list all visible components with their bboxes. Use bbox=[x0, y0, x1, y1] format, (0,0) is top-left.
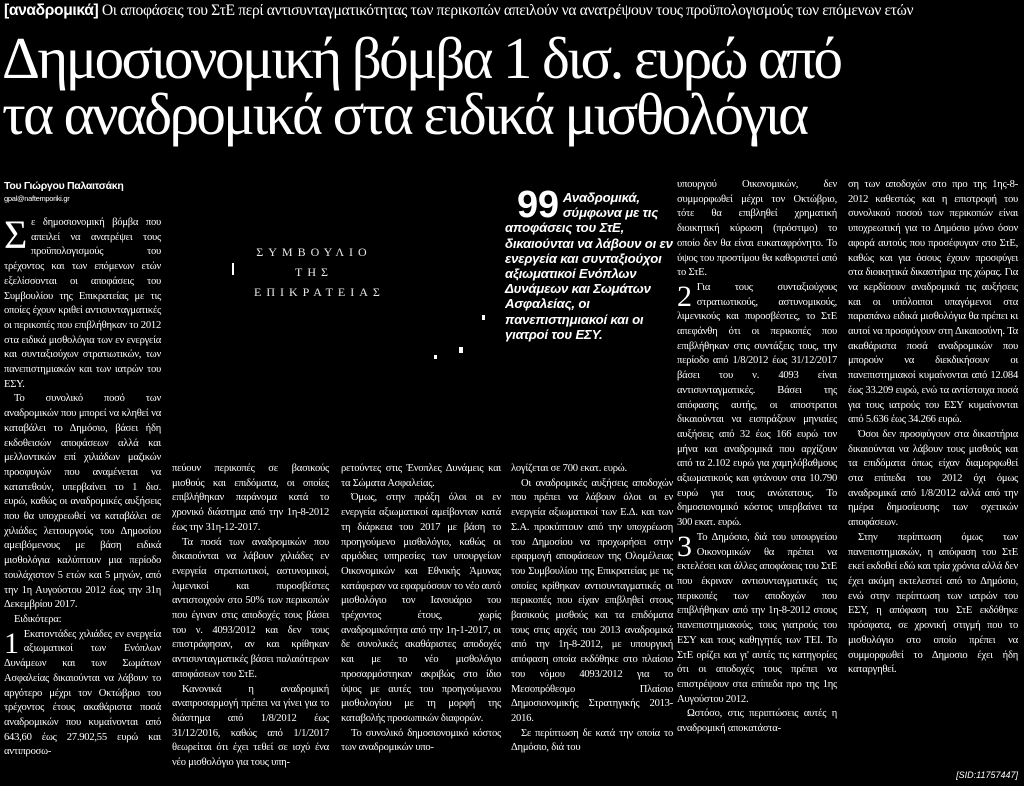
paragraph: Εκατοντάδες χιλιάδες εν ενεργεία αξιωματικοί των Ενόπλων Δυνάμεων και των Σωμάτων Ασφαλείας δικαιούνται να λάβουν το αργότερο μέχρι τον Οκτώβριο του τρέχοντος έτους ακαθάριστα ποσά αναδρομικών που κυμαίνονται από 643,60 έως 27.902,55 ευρώ και αντιπροσω- bbox=[4, 628, 161, 758]
drop-cap: Σ bbox=[4, 212, 28, 257]
paragraph: ε δημοσιονομική βόμβα που απειλεί να ανατρέψει τους προϋπολογισμούς του τρέχοντος και των επόμενων ετών εξελίσσονται οι αποφάσεις του Συμβουλίου της Επικρατείας με τις οποίες έχουν κριθεί αντισυνταγματικές οι περικοπές που επιβλήθηκαν το 2012 στα ειδικά μισθολόγια των εν ενεργεία και συνταξιούχων στρατιωτικών, των πανεπιστημιακών και των ιατρών του ΕΣΥ. bbox=[4, 217, 161, 390]
paragraph: Σε περίπτωση δε κατά την οποία το Δημόσιο, διά του bbox=[511, 727, 673, 754]
byline-email: gpal@naftemporiki.gr bbox=[4, 194, 70, 203]
section-number: 1 bbox=[4, 626, 19, 660]
pull-quote bbox=[505, 184, 675, 342]
kicker-tag: [αναδρομικά] bbox=[4, 2, 99, 19]
court-sign-photo bbox=[172, 215, 502, 455]
paragraph: Το Δημόσιο, διά του υπουργείου Οικονομικών θα πρέπει να εκτελέσει και άλλες αποφάσεις του ΣτΕ που έκριναν αντισυνταγματικές τις περικοπές των αποδοχών που επιβλήθηκαν από την 1η-8-2012 στους πανεπιστημιακούς, τους γιατρούς του ΕΣΥ και τους καθηγητές των ΤΕΙ. Το ΣτΕ ορίζει και γι' αυτές τις κατηγορίες ότι οι αποδοχές τους πρέπει να επιστρέψουν στα επίπεδα προ της 1ης Αυγούστου 2012. bbox=[677, 531, 837, 705]
article-column-4 bbox=[511, 462, 673, 756]
quote-mark-icon: 99 bbox=[517, 184, 559, 226]
pull-quote-text: Αναδρομικά, σύμφωνα με τις αποφάσεις του ΣτΕ, δικαιούνται να λάβουν οι εν ενεργεία και συνταξιούχοι αξιωματικοί Ενόπλων Δυνάμεων και Σωμάτων Ασφαλείας, οι πανεπιστημιακοί και οι γιατροί του ΕΣΥ. bbox=[505, 190, 673, 342]
paragraph: Όμως, στην πράξη όλοι οι εν ενεργεία αξιωματικοί αμείβονταν κατά τη διάρκεια του 2017 με βάση το προηγούμενο μισθολόγιο, καθώς οι αρμόδιες υπηρεσίες των υπουργείων Οικονομικών και Εθνικής Άμυνας κατάφεραν να εφαρμόσουν το νέο αυτό μισθολόγιο τον Ιανουάριο του τρέχοντος έτους, χωρίς αναδρομικότητα από την 1η-1-2017, οι δε συνολικές ακαθάριστες αποδοχές και με το νέο μισθολόγιο προσαρμόστηκαν ακριβώς στο ίδιο ύψος με αυτές του προηγούμενου μισθολογίου με τη μορφή της καταβολής προσωπικών διαφορών. bbox=[341, 492, 501, 724]
paragraph: υπουργού Οικονομικών, δεν συμμορφωθεί μέχρι τον Οκτώβριο, τότε θα επιβληθεί χρηματική διοικητική κύρωση (πρόστιμο) το οποίο δεν θα είναι ευκαταφρόνητο. Το ύψος του προστίμου θα καθοριστεί από το ΣτΕ. bbox=[677, 179, 837, 279]
article-column-5 bbox=[677, 178, 837, 737]
byline-author: Του Γιώργου Παλαιτσάκη bbox=[4, 180, 124, 192]
paragraph: Ειδικότερα: bbox=[14, 613, 62, 625]
paragraph: πεύουν περικοπές σε βασικούς μισθούς και επιδόματα, οι οποίες επιβλήθηκαν παράνομα κατά το χρονικό διάστημα από την 1η-8-2012 έως την 31η-12-2017. bbox=[172, 463, 329, 533]
photo-sign-text: ΣΥΜΒΟΥΛΙΟ ΤΗΣ ΕΠΙΚΡΑΤΕΙΑΣ bbox=[254, 245, 385, 299]
paragraph: Το συνολικό ποσό των αναδρομικών που μπορεί να κληθεί να καταβάλει το Δημόσιο, βάσει ήδη εκδοθεισών αποφάσεων αλλά και μελλοντικών επί χιλιάδων μαζικών προσφυγών που αναμένεται να κατατεθούν, υπερβαίνει το 1 δισ. ευρώ, καθώς οι αναδρομικές αυξήσεις που θα υποχρεωθεί να καταβάλει σε χιλιάδες λειτουργούς του Δημοσίου αμειβόμενους με βάση ειδικά μισθολόγια καλύπτουν μια περίοδο τουλάχιστον 5 ετών και 5 μηνών, από την 1η Αυγούστου 2012 έως την 31η Δεκεμβρίου 2017. bbox=[4, 393, 161, 611]
paragraph: λογίζεται σε 700 εκατ. ευρώ. bbox=[511, 463, 627, 474]
headline-line-2: τα αναδρομικά στα ειδικά μισθολόγια bbox=[2, 81, 807, 147]
paragraph: Το συνολικό δημοσιονομικό κόστος των αναδρομικών υπο- bbox=[341, 727, 501, 754]
paragraph: Για τους συνταξιούχους στρατιωτικούς, αστυνομικούς, λιμενικούς και πυροσβέστες, το ΣτΕ απεφάνθη ότι οι περικοπές που επιβλήθηκαν στις συντάξεις τους, την περίοδο από 1/8/2012 έως 31/12/2017 βάσει του ν. 4093 είναι αντισυνταγματικές. Βάσει της απόφασης αυτής, οι αποστρατοι δικαιούνται να εισπράξουν μηνιαίες αυξήσεις από 32 έως 166 ευρώ τον μήνα και αναδρομικά που αρχίζουν από τα 2.102 ευρώ για χαμηλόβαθμους αξιωματικούς και φτάνουν στα 10.790 ευρώ για τους ανώτατους. Το δημοσιονομικό κόστος υπερβαίνει τα 300 εκατ. ευρώ. bbox=[677, 281, 837, 529]
headline bbox=[2, 25, 1022, 147]
photo-speck bbox=[459, 347, 463, 353]
photo-speck bbox=[434, 355, 437, 359]
paragraph: Όσοι δεν προσφύγουν στα δικαστήρια δικαιούνται να λάβουν τους μισθούς και τα επιδόματα όπως είχαν διαμορφωθεί στα επίπεδα του 2012 όχι όμως αναδρομικά από 1/8/2012 αλλά από την ημέρα δημοσίευσης των σχετικών αποφάσεων. bbox=[848, 428, 1018, 529]
article-column-6 bbox=[848, 178, 1018, 678]
section-number: 2 bbox=[677, 279, 692, 313]
paragraph: Οι αναδρομικές αυξήσεις αποδοχών που πρέπει να λάβουν όλοι οι εν ενεργεία αξιωματικοί των Ε.Δ. και των Σ.Α. προκύπτουν από την υποχρέωση του Δημοσίου να προχωρήσει στην εφαρμογή αποφάσεων της Ολομέλειας του Συμβουλίου της Επικρατείας με τις οποίες κρίθηκαν αντισυνταγματικές οι περικοπές που είχαν επιβληθεί στους βασικούς μισθούς και τα επιδόματα τους στις αρχές του 2013 αναδρομικά από την 1η-8-2012, με υπουργική απόφαση οποία εκδόθηκε στο πλαίσιο του νόμου 4093/2012 για το Μεσοπρόθεσμο Πλαίσιο Δημοσιονομικής Στρατηγικής 2013-2016. bbox=[511, 477, 673, 724]
paragraph: Στην περίπτωση όμως των πανεπιστημιακών, η απόφαση του ΣτΕ εκεί εκδοθεί εδώ και τρία χρόνια αλλά δεν έχει ακόμη εκτελεστεί από το Δημόσιο, ενώ στην περίπτωση των ιατρών του ΕΣΥ, η απόφαση του ΣτΕ εκδόθηκε πρόσφατα, σε χρονική στιγμή που το μισθολόγιο στο οποίο πρέπει να συμμορφωθεί το Δημοσιο έχει ήδη καταργηθεί. bbox=[848, 531, 1018, 676]
paragraph: ρετούντες στις Ένοπλες Δυνάμεις και τα Σώματα Ασφαλείας. bbox=[341, 463, 501, 489]
section-number: 3 bbox=[677, 529, 692, 563]
headline-line-1: Δημοσιονομική βόμβα 1 δισ. ευρώ από bbox=[2, 25, 841, 91]
article-column-3 bbox=[341, 462, 501, 756]
kicker-text: Οι αποφάσεις του ΣτΕ περί αντισυνταγματικότητας των περικοπών απειλούν να ανατρέψουν τους προϋπολογισμούς των επόμενων ετών bbox=[101, 2, 914, 19]
paragraph: Κανονικά η αναδρομική αναπροσαρμογή πρέπει να γίνει για το διάστημα από 1/8/2012 έως 31/12/2016, καθώς από 1/1/2017 θεωρείται ότι έχει τεθεί σε ισχύ ένα νέο μισθολόγιο για τους υπη- bbox=[172, 683, 329, 769]
article-column-1 bbox=[4, 212, 161, 760]
kicker bbox=[4, 2, 1020, 20]
article-column-2 bbox=[172, 462, 329, 771]
paragraph: Τα ποσά των αναδρομικών που δικαιούνται να λάβουν χιλιάδες εν ενεργεία στρατιωτικοί, αστυνομικοί, λιμενικοί και πυροσβέστες αντιστοιχούν στο 50% των περικοπών που έγιναν στις αποδοχές τους βάσει του ν. 4093/2012 και δεν τους επιστράφησαν, αν και κρίθηκαν αντισυνταγματικές βάσει παλαιότερων αποφάσεων του ΣτΕ. bbox=[172, 536, 329, 680]
photo-speck bbox=[232, 263, 234, 275]
photo-speck bbox=[482, 315, 485, 320]
paragraph: Ωστόσο, στις περιπτώσεις αυτές η αναδρομική αποκατάστα- bbox=[677, 708, 837, 735]
story-id: [SID:11757447] bbox=[956, 770, 1018, 780]
paragraph: ση των αποδοχών στο προ της 1ης-8-2012 καθεστώς και η επιστροφή του συνολικού ποσού των περικοπών είναι υποχρεωτική για το Δημόσιο μόνο όσον αφορά αυτούς που προσέφυγαν στο ΣτΕ, καθώς και για όσους έχουν προσφύγει στα διοικητικά δικαστήρια της χώρας. Για να κερδίσουν αναδρομικά τις αυξήσεις και οι υπόλοιποι υπαγόμενοι στα παραπάνω ειδικά μισθολόγια θα πρέπει κι αυτοί να προσφύγουν στη Δικαιοσύνη. Τα ακαθάριστα ποσά αναδρομικών που μπορούν να διεκδικήσουν οι πανεπιστημιακοί κυμαίνονται από 12.084 έως 33.209 ευρώ, ενώ τα αντίστοιχα ποσά για τους ιατρούς του ΕΣΥ κυμαίνονται από 5.636 έως 34.266 ευρώ. bbox=[848, 179, 1018, 426]
